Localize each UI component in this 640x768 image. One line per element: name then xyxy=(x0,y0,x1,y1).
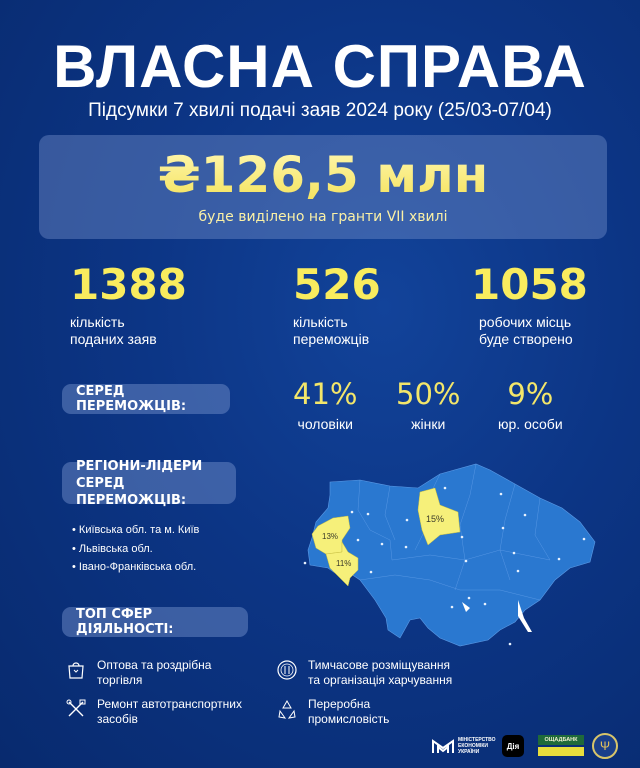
stat-applications xyxy=(70,262,187,348)
pct-label: чоловіки xyxy=(297,416,353,432)
pct-value: 9% xyxy=(507,377,554,411)
pct-legal xyxy=(498,378,563,432)
region-item: • Київська обл. та м. Київ xyxy=(72,521,199,540)
stat-jobs xyxy=(471,262,588,348)
tools-icon xyxy=(65,698,87,720)
region-item: • Львівська обл. xyxy=(72,540,199,559)
recycle-icon xyxy=(276,698,298,720)
svg-text:15%: 15% xyxy=(426,514,445,524)
shopping-bag-icon xyxy=(65,659,87,681)
stat-value: 1388 xyxy=(70,260,187,309)
pct-women xyxy=(396,378,460,432)
stat-label: робочих місць буде створено xyxy=(479,314,573,347)
pct-label: юр. особи xyxy=(498,416,563,432)
sector-item: Переробна промисловість xyxy=(276,697,389,727)
stat-label: кількість переможців xyxy=(293,314,370,347)
pct-value: 50% xyxy=(396,377,461,411)
ministry-logo: МІНІСТЕРСТВО ЕКОНОМІКИ УКРАЇНИ xyxy=(432,733,496,759)
svg-text:11%: 11% xyxy=(336,559,352,568)
stat-value: 1058 xyxy=(471,260,588,309)
region-item: • Івано-Франківська обл. xyxy=(72,558,199,577)
sectors-pill: ТОП СФЕР ДІЯЛЬНОСТІ: xyxy=(62,607,248,637)
pct-value: 41% xyxy=(293,377,358,411)
stat-winners xyxy=(293,262,381,348)
sector-item: Оптова та роздрібна торгівля xyxy=(65,658,211,688)
stat-value: 526 xyxy=(293,260,381,309)
regions-list xyxy=(72,521,199,577)
oschadbank-logo: ОЩАДБАНК xyxy=(538,735,584,757)
sector-item: Ремонт автотранспортних засобів xyxy=(65,697,242,727)
page-subtitle: Підсумки 7 хвилі подачі заяв 2024 року (25/03-07/04) xyxy=(88,100,552,121)
hero-panel xyxy=(39,135,607,239)
dining-plate-icon xyxy=(276,659,298,681)
grant-caption: буде виділено на гранти VII хвилі xyxy=(198,209,448,225)
grant-amount: ₴126,5 млн xyxy=(39,147,607,203)
ukraine-map xyxy=(300,450,620,650)
sector-item: Тимчасове розміщування та організація харчування xyxy=(276,658,452,688)
pct-label: жінки xyxy=(411,416,446,432)
winners-pill: СЕРЕД ПЕРЕМОЖЦІВ: xyxy=(62,384,230,414)
employment-center-logo xyxy=(592,733,618,759)
ministry-emblem-icon xyxy=(432,738,454,754)
diia-logo: Дія xyxy=(502,735,524,757)
pct-men xyxy=(293,378,357,432)
svg-text:13%: 13% xyxy=(322,532,339,541)
stat-label: кількість поданих заяв xyxy=(70,314,157,347)
emblem-icon: Ψ xyxy=(599,739,611,753)
regions-pill: РЕГІОНИ-ЛІДЕРИ СЕРЕД ПЕРЕМОЖЦІВ: xyxy=(62,462,236,504)
page-title: ВЛАСНА СПРАВА xyxy=(53,33,587,100)
